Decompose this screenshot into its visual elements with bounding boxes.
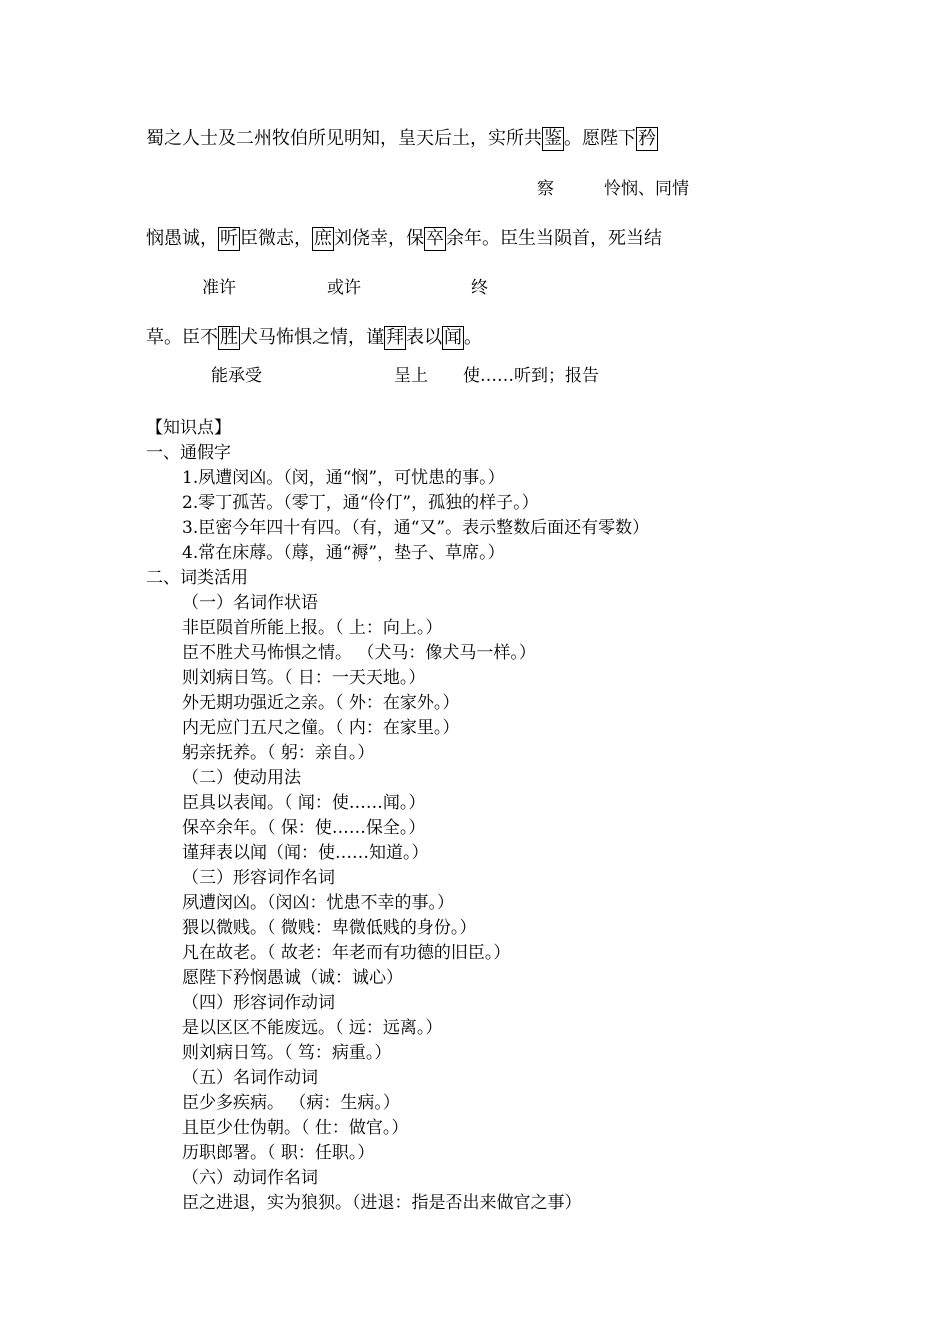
- annotation: 察: [537, 179, 554, 199]
- text: 。: [464, 327, 482, 348]
- boxed-char: 庶: [314, 228, 332, 249]
- list-item: 2.零丁孤苦。（零丁，通“伶仃”，孤独的样子。）: [182, 493, 539, 513]
- text: 草。臣不: [146, 327, 218, 348]
- text: 表以: [406, 327, 442, 348]
- list-item: 愿陛下矜悯愚诚（诚：诚心）: [182, 968, 403, 988]
- section-heading: 一、通假字: [146, 443, 231, 463]
- boxed-char: 胜: [220, 327, 238, 348]
- list-item: 1.夙遭闵凶。（闵，通“悯”，可忧患的事。）: [182, 468, 505, 488]
- list-item: 夙遭闵凶。（闵凶：忧患不幸的事。）: [182, 893, 454, 913]
- list-item: 臣具以表闻。（ 闻：使……闻。）: [182, 793, 426, 813]
- list-item: 则刘病日笃。（ 日：一天天地。）: [182, 668, 426, 688]
- boxed-char: 卒: [426, 228, 444, 249]
- text: 犬马怖惧之情，谨: [240, 327, 384, 348]
- list-item: 躬亲抚养。（ 躬：亲自。）: [182, 743, 375, 763]
- annotation: 准许: [202, 278, 236, 298]
- list-item: 保卒余年。（ 保：使……保全。）: [182, 818, 426, 838]
- list-item: 臣不胜犬马怖惧之情。 （犬马：像犬马一样。）: [182, 643, 536, 663]
- text: 悯愚诚，: [146, 228, 218, 249]
- list-item: 凡在故老。（ 故老：年老而有功德的旧臣。）: [182, 943, 511, 963]
- boxed-char: 拜: [386, 327, 404, 348]
- boxed-char: 鉴: [544, 128, 562, 149]
- boxed-char: 闻: [444, 327, 462, 348]
- text: 臣微志，: [240, 228, 312, 249]
- group-heading: （一）名词作状语: [182, 593, 318, 613]
- list-item: 臣少多疾病。 （病：生病。）: [182, 1093, 400, 1113]
- boxed-char: 听: [220, 228, 238, 249]
- annotation: 或许: [327, 278, 361, 298]
- list-item: 谨拜表以闻（闻：使……知道。）: [182, 843, 429, 863]
- group-heading: （五）名词作动词: [182, 1068, 318, 1088]
- annotation: 呈上: [394, 366, 428, 386]
- group-heading: （三）形容词作名词: [182, 868, 335, 888]
- annotation: 终: [471, 278, 488, 298]
- list-item: 内无应门五尺之僮。（ 内：在家里。）: [182, 718, 460, 738]
- list-item: 历职郎署。（ 职：任职。）: [182, 1143, 375, 1163]
- group-heading: （四）形容词作动词: [182, 993, 335, 1013]
- list-item: 非臣陨首所能上报。（ 上：向上。）: [182, 618, 443, 638]
- list-item: 3.臣密今年四十有四。（有，通“又”。表示整数后面还有零数）: [182, 518, 650, 538]
- list-item: 则刘病日笃。（ 笃：病重。）: [182, 1043, 392, 1063]
- text: 刘侥幸，保: [334, 228, 424, 249]
- group-heading: （二）使动用法: [182, 768, 301, 788]
- text: 余年。臣生当陨首，死当结: [446, 228, 662, 249]
- annotation: 怜悯、同情: [604, 179, 689, 199]
- passage-line-1: [146, 126, 658, 152]
- list-item: 且臣少仕伪朝。（ 仕：做官。）: [182, 1118, 409, 1138]
- list-item: 4.常在床蓐。（蓐，通“褥”，垫子、草席。）: [182, 543, 505, 563]
- passage-line-3: [146, 325, 482, 351]
- boxed-char: 矜: [638, 128, 656, 149]
- annotation: 能承受: [211, 366, 262, 386]
- annotation: 使……听到；报告: [463, 366, 599, 386]
- passage-line-2: [146, 226, 662, 252]
- section-heading: 二、词类活用: [146, 568, 248, 588]
- group-heading: （六）动词作名词: [182, 1168, 318, 1188]
- text: 。愿陛下: [564, 128, 636, 149]
- section-title: 【知识点】: [146, 418, 231, 438]
- text: 蜀之人士及二州牧伯所见明知，皇天后土，实所共: [146, 128, 542, 149]
- list-item: 猥以微贱。（ 微贱：卑微低贱的身份。）: [182, 918, 477, 938]
- list-item: 外无期功强近之亲。（ 外：在家外。）: [182, 693, 460, 713]
- list-item: 臣之进退，实为狼狈。（进退：指是否出来做官之事）: [182, 1193, 582, 1213]
- list-item: 是以区区不能废远。（ 远：远离。）: [182, 1018, 443, 1038]
